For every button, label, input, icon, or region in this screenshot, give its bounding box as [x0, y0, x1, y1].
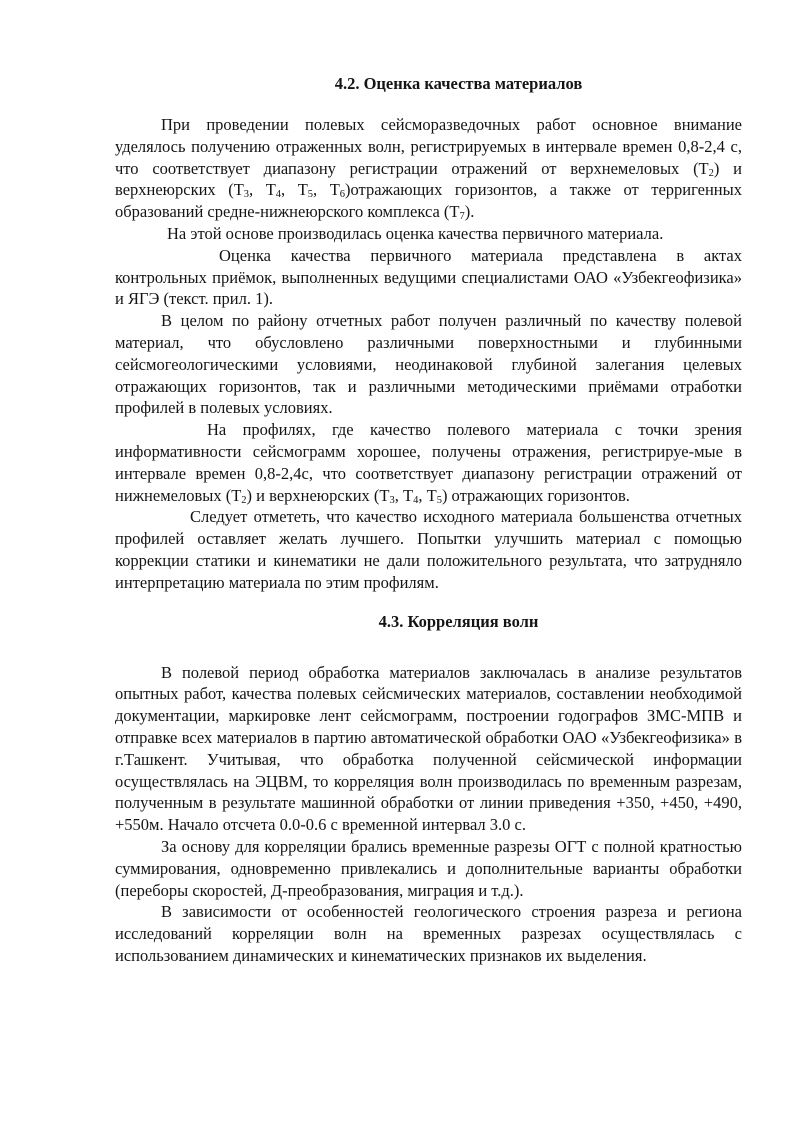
section-4-2-paragraph-5: [115, 419, 742, 506]
subscript: 3: [243, 189, 250, 201]
subscript: 2: [708, 167, 714, 179]
subscript: 4: [413, 494, 419, 506]
section-4-3-paragraph-3: В зависимости от особенностей геологического строения разреза и региона исследований корреляции волн на временных разрезах осуществлялась с использованием динамических и кинематических признаков их выделения.: [115, 902, 742, 965]
subscript: 5: [307, 189, 314, 201]
section-4-3-title: 4.3. Корреляция волн: [378, 611, 539, 631]
section-4-2-paragraph-1: [115, 114, 742, 223]
text-segment: ) отражающих горизонтов.: [441, 485, 630, 505]
text-segment: , Т: [418, 485, 437, 505]
section-4-2-paragraph-3: Оценка качества первичного материала представлена в актах контрольных приёмок, выполненных ведущими специалистами ОАО «Узбекгеофизика» и ЯГЭ (текст. прил. 1).: [115, 245, 742, 309]
text-segment: ) и верхнеюрских (Т: [246, 485, 390, 505]
text-segment: На профилях, где качество полевого материала с точки зрения информативности сейсмограмм хорошее, получены отражения, регистрируе-мые в интервале времен 0,8-2,4с, что соответствует диапазону регистрации отражений от нижнемеловых (Т: [115, 420, 742, 505]
subscript: 7: [459, 211, 465, 223]
text-segment: , Т: [313, 180, 340, 200]
section-4-3-paragraph-1: В полевой период обработка материалов заключалась в анализе результатов опытных работ, качества полевых сейсмических материалов, составлении необходимой документации, маркировке лент сейсмограмм, построении годографов ЗМС-МПВ и отправке всех материалов в партию автоматической обработки ОАО «Узбекгеофизика» в г.Ташкент. Учитывая, что обработка полученной сейсмической информации осуществлялась на ЭЦВМ, то корреляция волн производилась по временным разрезам, полученным в результате машинной обработки от линии приведения +350, +450, +490, +550м. Начало отсчета 0.0-0.6 с временной интервал 3.0 с.: [115, 662, 742, 835]
document-page: [115, 72, 742, 967]
subscript: 3: [389, 494, 395, 506]
section-4-2-paragraph-4: В целом по району отчетных работ получен различный по качеству полевой материал, что обусловлено различными поверхностными и глубинными сейсмогеологическими условиями, неодинаковой глубиной залегания целевых отражающих горизонтов, так и различными методическими приёмами отработки профилей в полевых условиях.: [115, 311, 742, 418]
subscript: 2: [241, 494, 247, 506]
text-segment: , Т: [394, 485, 414, 505]
subscript: 5: [436, 494, 442, 506]
text-segment: ) и верхнеюрских (Т: [115, 158, 743, 200]
section-4-2-paragraph-6: Следует отмететь, что качество исходного материала большенства отчетных профилей оставляет желать лучшего. Попытки улучшить материал с помощью коррекции статики и кинематики не дали положительного результата, что затрудняло интерпретацию материала по этим профилям.: [115, 507, 742, 592]
section-4-2-paragraph-2: На этой основе производилась оценка качества первичного материала.: [167, 223, 664, 243]
text-segment: ).: [464, 202, 475, 222]
text-segment: При проведении полевых сейсморазведочных работ основное внимание уделялось получению отраженных волн, регистрируемых в интервале времен 0,8-2,4 с, что соответствует диапазону регистрации отражений от верхнемеловых (Т: [115, 115, 742, 178]
subscript: 4: [275, 189, 282, 201]
text-segment: , Т: [281, 180, 308, 200]
section-4-2-title: 4.2. Оценка качества материалов: [334, 74, 583, 93]
text-segment: )отражающих горизонтов, а также от терригенных образований средне-нижнеюрского комплекса (Т: [115, 180, 742, 222]
subscript: 6: [339, 189, 346, 201]
section-4-3-paragraph-2: За основу для корреляции брались временные разрезы ОГТ с полной кратностью суммирования, одновременно привлекались и дополнительные варианты обработки (переборы скоростей, Д-преобразования, миграция и т.д.).: [115, 836, 742, 900]
text-segment: , Т: [249, 180, 276, 200]
